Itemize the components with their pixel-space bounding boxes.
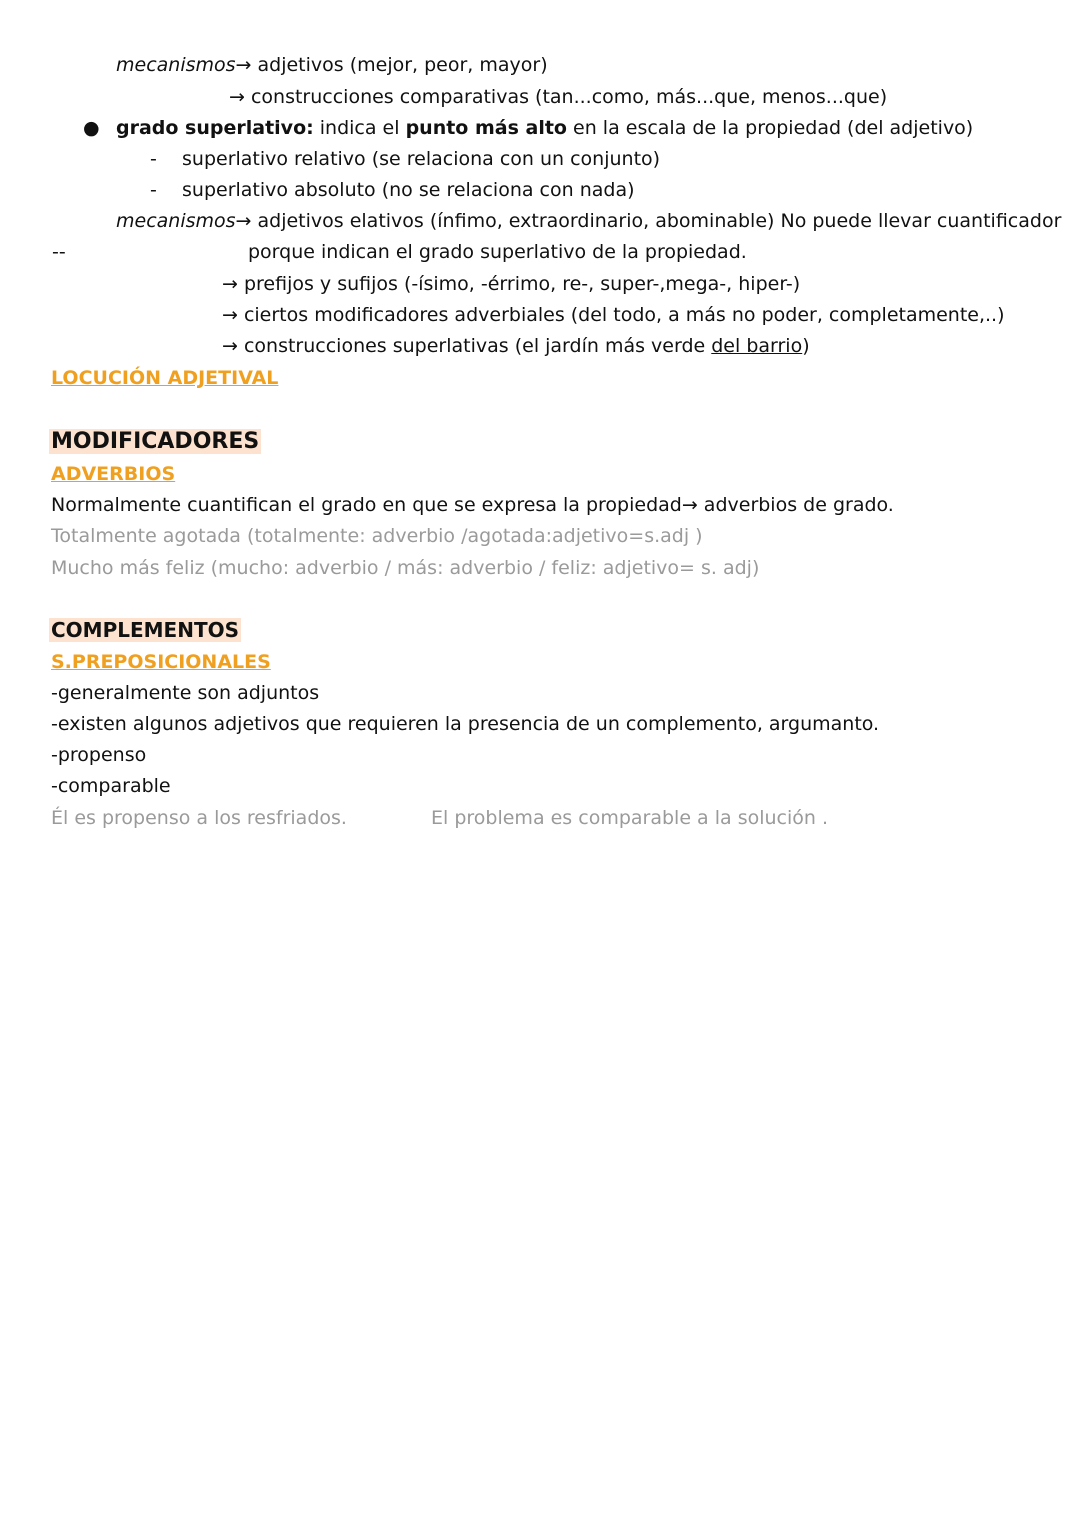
- construcciones-text: → construcciones superlativas (el jardín más verde: [222, 335, 712, 357]
- complementos-example-2: El problema es comparable a la solución .: [431, 807, 829, 829]
- mecanismos-label: mecanismos: [116, 210, 236, 232]
- superlativo-term: grado superlativo:: [116, 117, 314, 139]
- arrow: →: [235, 210, 252, 232]
- construcciones-superlativas-line: [222, 333, 810, 359]
- modificadores-heading: [49, 427, 261, 457]
- modificadores-title: MODIFICADORES: [51, 429, 260, 454]
- superlativo-bold: punto más alto: [405, 117, 567, 139]
- adverbios-link[interactable]: ADVERBIOS: [51, 463, 176, 485]
- elativos-text: adjetivos elativos (ínfimo, extraordinario, abominable) No puede llevar cuantificador: [251, 210, 1062, 232]
- mecanismos-label: mecanismos: [116, 54, 236, 76]
- complementos-example-1: Él es propenso a los resfriados.: [51, 807, 347, 829]
- superlativo-mecanismos-line: [116, 208, 1061, 234]
- complementos-line-1: -generalmente son adjuntos: [51, 682, 320, 704]
- modificadores-adverbiales-line: → ciertos modificadores adverbiales (del todo, a más no poder, completamente,..): [222, 304, 1005, 326]
- prefijos-line: → prefijos y sufijos (-ísimo, -érrimo, re-, super-,mega-, hiper-): [222, 273, 801, 295]
- comparativo-construcciones-line: → construcciones comparativas (tan...como, más...que, menos...que): [229, 86, 888, 108]
- superlativo-relativo: superlativo relativo (se relaciona con un conjunto): [182, 148, 661, 170]
- adverbios-description: Normalmente cuantifican el grado en que se expresa la propiedad→ adverbios de grado.: [51, 494, 894, 516]
- elativos-continuation: porque indican el grado superlativo de la propiedad.: [248, 241, 747, 263]
- closing-paren: ): [802, 335, 810, 357]
- superlativo-text: indica el: [313, 117, 406, 139]
- sub-dash: -: [150, 179, 157, 201]
- superlativo-definition: [116, 115, 973, 141]
- complementos-title: COMPLEMENTOS: [51, 618, 239, 642]
- side-dashes: --: [52, 241, 66, 263]
- underlined-text: del barrio: [711, 335, 803, 357]
- preposicionales-link[interactable]: S.PREPOSICIONALES: [51, 651, 271, 673]
- complementos-line-3: -propenso: [51, 744, 147, 766]
- complementos-line-4: -comparable: [51, 775, 171, 797]
- mecanismos-text: adjetivos (mejor, peor, mayor): [251, 54, 548, 76]
- superlativo-text-end: en la escala de la propiedad (del adjetivo): [566, 117, 974, 139]
- comparativo-mecanismos-line: [116, 52, 548, 78]
- adverbios-example-1: Totalmente agotada (totalmente: adverbio /agotada:adjetivo=s.adj ): [51, 525, 703, 547]
- superlativo-absoluto: superlativo absoluto (no se relaciona con nada): [182, 179, 635, 201]
- arrow: →: [235, 54, 252, 76]
- locucion-adjetival-link[interactable]: LOCUCIÓN ADJETIVAL: [51, 367, 279, 389]
- complementos-line-2: -existen algunos adjetivos que requieren la presencia de un complemento, argumanto.: [51, 713, 880, 735]
- complementos-heading: [49, 616, 241, 644]
- sub-dash: -: [150, 148, 157, 170]
- adverbios-example-2: Mucho más feliz (mucho: adverbio / más: adverbio / feliz: adjetivo= s. adj): [51, 557, 760, 579]
- superlativo-bullet: ●: [83, 117, 100, 139]
